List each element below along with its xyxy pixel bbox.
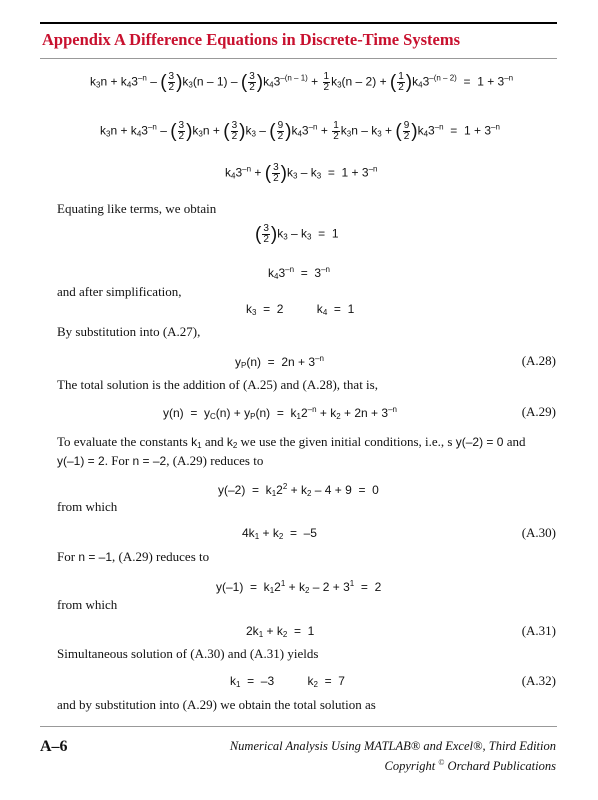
page-header-title: Appendix A Difference Equations in Discrete-Time Systems — [42, 30, 461, 49]
header-underline — [40, 58, 557, 59]
equation-k3-k4-values: $k_3 = 2$ $k_4 = 1$ — [246, 302, 355, 317]
text-for-n-line — [57, 549, 209, 565]
page-number: A–6 — [40, 738, 68, 755]
inline-y-neg1: y(–1) = 2 — [57, 454, 105, 468]
text-to-evaluate-2: we use the given initial conditions, i.e., s — [240, 434, 453, 449]
text-from-which-2: from which — [57, 597, 118, 612]
footer-rule — [40, 726, 557, 727]
equation-a30: $4k_1 + k_2 = -5$ — [242, 526, 317, 541]
text-to-evaluate-line1 — [57, 434, 525, 450]
copyright-prefix: Copyright — [384, 759, 436, 773]
equation-y-neg2: $y(-2) = k_12^2 + k_2 - 4 + 9 = 0$ — [218, 482, 379, 498]
text-to-evaluate-1: To evaluate the constants — [57, 434, 188, 449]
text-to-evaluate-and: and — [204, 434, 224, 449]
header-rule — [40, 22, 557, 24]
equation-yp: $y_P(n) = 2n + 3^{-n}$ — [235, 354, 324, 370]
footer-book-title: Numerical Analysis Using MATLAB® and Excel®, Third Edition — [229, 739, 556, 753]
text-line2-reduces: , (A.29) reduces to — [166, 453, 264, 468]
equation-number-a30: (A.30) — [521, 525, 556, 540]
inline-k2-sub: 2 — [232, 441, 238, 450]
text-to-evaluate-line2 — [57, 453, 263, 469]
text-to-evaluate-and2: and — [506, 434, 526, 449]
equation-y-neg1: $y(-1) = k_12^1 + k_2 - 2 + 3^1 = 2$ — [216, 579, 382, 595]
text-total-solution: The total solution is the addition of (A.25) and (A.28), that is, — [57, 377, 378, 392]
inline-n-neg2: n = –2 — [132, 454, 167, 468]
inline-y-neg2: y(–2) = 0 — [455, 435, 504, 449]
equation-number-a31: (A.31) — [521, 623, 556, 638]
text-equating: Equating like terms, we obtain — [57, 201, 217, 216]
text-line2-for: . For — [104, 453, 130, 468]
text-from-which-1: from which — [57, 499, 118, 514]
text-by-substitution: By substitution into (A.27), — [57, 324, 201, 339]
text-after-simplification: and after simplification, — [57, 284, 182, 299]
equation-total-yn: $y(n) = y_C(n) + y_P(n) = k_12^{-n} + k_2 + 2n + 3^{-n}$ — [163, 405, 397, 421]
inline-n-neg1: n = –1 — [78, 550, 113, 564]
equation-k4-relation: $k_43^{-n} = 3^{-n}$ — [268, 265, 330, 281]
equation-line-3: $k_43^{-n}$ + ( $\frac{3}{2}$ )$k_3 - k_3 = 1 + 3^{-n}$ — [225, 162, 378, 184]
footer-copyright — [385, 758, 556, 774]
copyright-symbol: © — [438, 758, 445, 767]
equation-k3-relation: ( $\frac{3}{2}$ )$k_3 - k_3 = 1$ — [255, 223, 339, 245]
equation-a31: $2k_1 + k_2 = 1$ — [246, 624, 315, 639]
equation-a32: $k_1 = -3$ $k_2 = 7$ — [230, 674, 345, 689]
equation-line-2: $k_3n + k_43^{-n}$ – ( $\frac{3}{2}$ )$k_3n$ + ( $\frac{3}{2}$ )$k_3$ – ( $\frac{9}{2}$ )$k_43^{-n}$ + $\frac{1}{2}$ $k_3n - k_3$ + ( $\frac{9}{2}$ )$k_43^{-n} = 1 + 3^{-n}$ — [100, 120, 500, 142]
publisher-name: Orchard Publications — [447, 759, 556, 773]
equation-number-a32: (A.32) — [521, 673, 556, 688]
text-for-reduces: , (A.29) reduces to — [112, 549, 210, 564]
equation-line-1: $k_3n + k_43^{-n}$ – ( $\frac{3}{2}$ )$k_3(n - 1)$ – ( $\frac{3}{2}$ )$k_43^{-(n - 1)}$ + $\frac{1}{2}$ $k_3(n - 2)$ + ( $\frac{1}{2}$ )$k_43^{-(n - 2)} = 1 + 3^{-n}$ — [90, 71, 514, 93]
inline-k1 — [191, 435, 201, 449]
equation-number-a29: (A.29) — [521, 404, 556, 419]
inline-k1-sub: 1 — [197, 441, 202, 450]
inline-k2-base: k — [226, 435, 233, 449]
inline-k2 — [227, 435, 237, 449]
text-for: For — [57, 549, 76, 564]
inline-k1-base: k — [191, 435, 198, 449]
text-and-by-substitution: and by substitution into (A.29) we obtain the total solution as — [57, 697, 376, 712]
equation-number-a28: (A.28) — [521, 353, 556, 368]
text-simultaneous: Simultaneous solution of (A.30) and (A.31) yields — [57, 646, 319, 661]
